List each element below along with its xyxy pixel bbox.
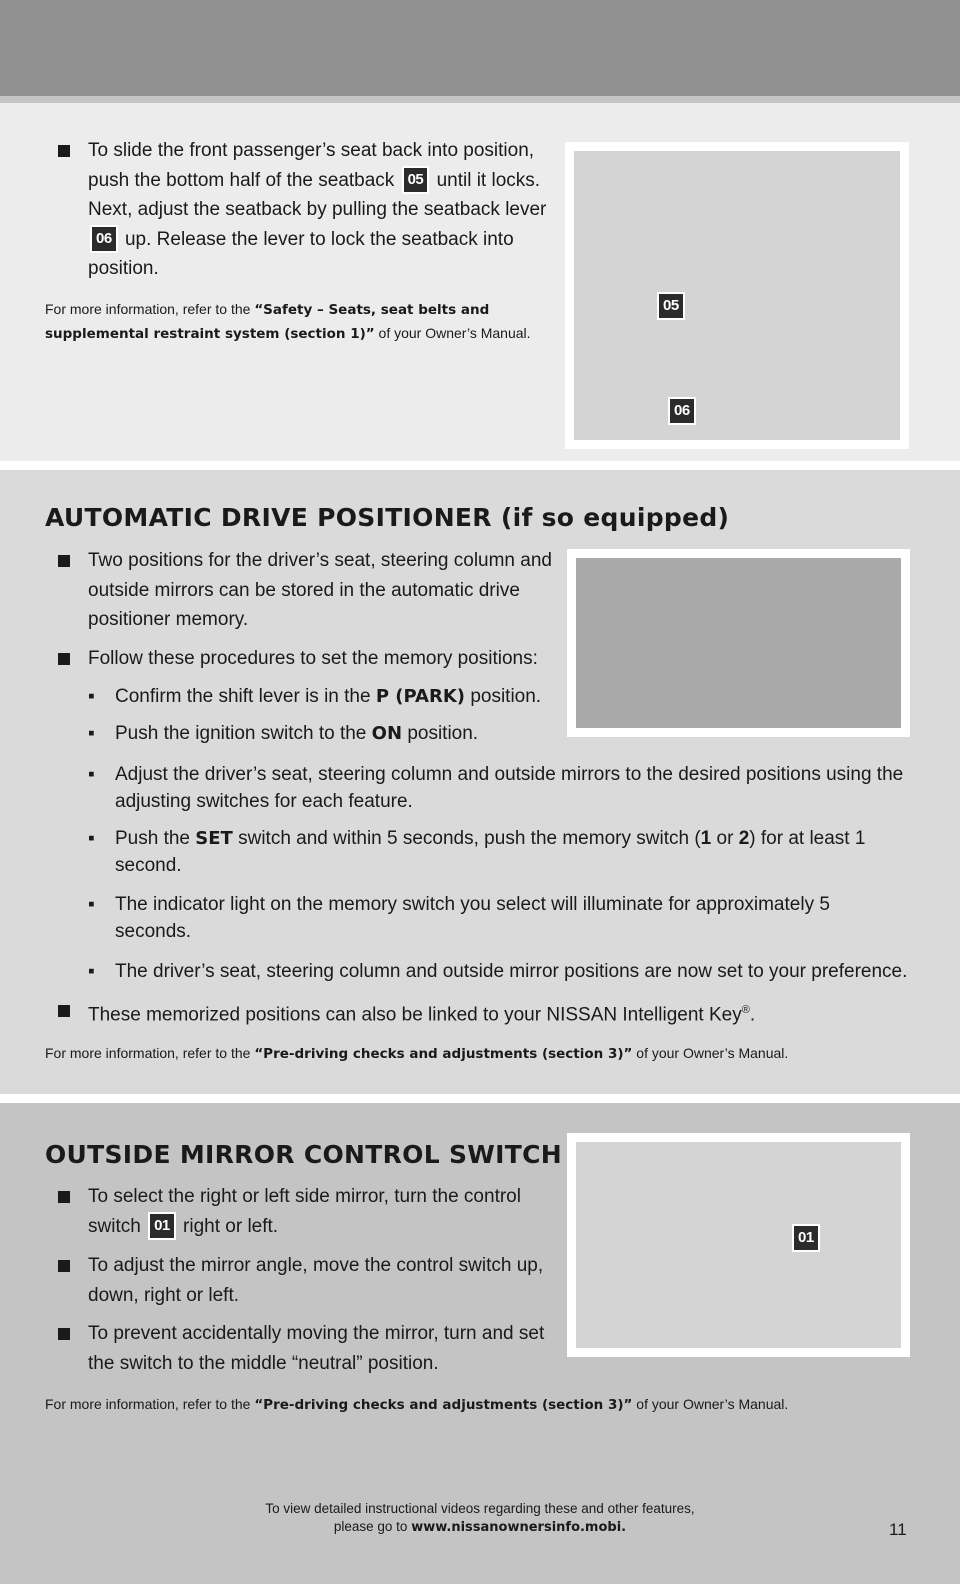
adp-image-placeholder: [576, 558, 901, 728]
image-callout-05: 05: [657, 292, 685, 320]
mirror-heading: OUTSIDE MIRROR CONTROL SWITCH: [45, 1140, 562, 1169]
seatback-bullet: [45, 136, 560, 284]
adp-step-2: ▪ Push the ignition switch to the ON position.: [88, 723, 479, 744]
website-link[interactable]: www.nissanownersinfo.mobi.: [411, 1520, 627, 1535]
adp-step-1: ▪ Confirm the shift lever is in the P (PARK) position.: [88, 686, 542, 707]
square-bullet-icon: [58, 1005, 70, 1017]
adp-reference-note: For more information, refer to the “Pre-driving checks and adjustments (section 3)” of your Owner’s Manual.: [45, 1045, 789, 1062]
seatback-text-a: To slide the front passenger’s seat back into position, push the bottom half of the seatback: [88, 140, 535, 191]
mirror-bullet-1: To select the right or left side mirror, turn the control switch 01 right or left.: [45, 1182, 555, 1241]
adp-step-6: ▪ The driver’s seat, steering column and outside mirror positions are now set to your preference.: [88, 961, 908, 982]
adp-step-3: ▪ Adjust the driver’s seat, steering column and outside mirrors to the desired positions using the adjusting switches for each feature.: [88, 764, 904, 812]
square-bullet-icon: [58, 653, 70, 665]
square-bullet-icon: [58, 555, 70, 567]
adp-step-4: ▪ Push the SET switch and within 5 seconds, push the memory switch (1 or 2) for at least 1 second.: [88, 828, 866, 876]
section-divider: [0, 1094, 960, 1103]
adp-bullet-3: These memorized positions can also be linked to your NISSAN Intelligent Key®.: [45, 996, 905, 1030]
mirror-image: [567, 1133, 910, 1357]
seatback-image-placeholder: [574, 151, 900, 440]
callout-06-badge: 06: [90, 225, 118, 253]
square-bullet-icon: [58, 1191, 70, 1203]
image-callout-06: 06: [668, 397, 696, 425]
square-bullet-icon: [58, 1328, 70, 1340]
section-divider: [0, 461, 960, 470]
mirror-bullet-2: To adjust the mirror angle, move the control switch up, down, right or left.: [45, 1251, 555, 1310]
callout-05-badge: 05: [402, 166, 430, 194]
seatback-image: [565, 142, 909, 449]
top-band: [0, 0, 960, 96]
mirror-bullet-3: To prevent accidentally moving the mirror, turn and set the switch to the middle “neutral” position.: [45, 1319, 555, 1378]
seatback-reference-note: For more information, refer to the “Safety – Seats, seat belts and supplemental restraint system (section 1)” of your Owner’s Manual.: [45, 301, 531, 342]
mirror-image-placeholder: [576, 1142, 901, 1348]
seatback-text-b: until it locks. Next, adjust the seatback by pulling the seatback lever: [88, 169, 547, 220]
page-number: 11: [889, 1520, 907, 1539]
image-callout-01: 01: [792, 1224, 820, 1252]
square-bullet-icon: [58, 145, 70, 157]
footer-note: To view detailed instructional videos regarding these and other features, please go to www.nissanownersinfo.mobi.: [265, 1501, 695, 1535]
seatback-text-c: up. Release the lever to lock the seatback into position.: [88, 228, 514, 279]
adp-step-5: ▪ The indicator light on the memory switch you select will illuminate for approximately 5 seconds.: [88, 894, 830, 942]
mirror-reference-note: For more information, refer to the “Pre-driving checks and adjustments (section 3)” of your Owner’s Manual.: [45, 1396, 789, 1413]
adp-bullet-2: Follow these procedures to set the memory positions:: [45, 644, 565, 674]
callout-01-badge: 01: [148, 1212, 176, 1240]
adp-bullet-1: Two positions for the driver’s seat, steering column and outside mirrors can be stored in the automatic drive positioner memory.: [45, 546, 555, 635]
square-bullet-icon: [58, 1260, 70, 1272]
adp-heading: AUTOMATIC DRIVE POSITIONER (if so equipped): [45, 503, 730, 532]
adp-image: [567, 549, 910, 737]
